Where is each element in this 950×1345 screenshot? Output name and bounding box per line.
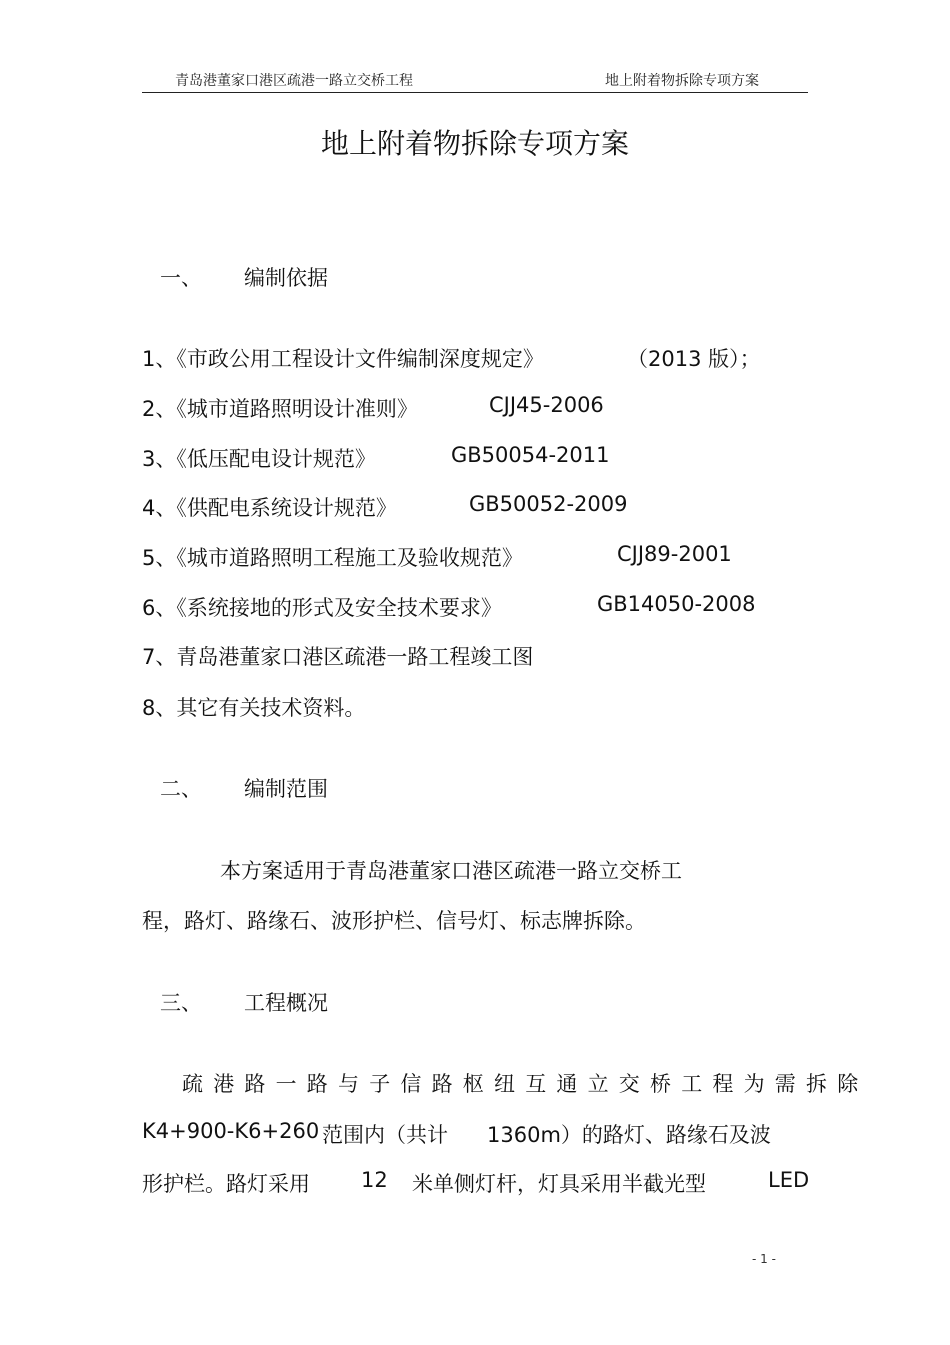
reference-code: （2013 版）； [627,347,761,371]
overview-paragraph-line-1: 疏港路一路与子信路枢纽互通立交桥工程为需拆除 [182,1072,869,1096]
reference-item: 5、《城市道路照明工程施工及验收规范》 [142,546,523,570]
overview-length-text: 1360m）的路灯、路缘石及波 [487,1123,771,1147]
reference-item: 4、《供配电系统设计规范》 [142,496,397,520]
section-heading-basis [160,262,328,292]
document-title: 地上附着物拆除专项方案 [320,127,629,160]
running-header-doc-title: 地上附着物拆除专项方案 [605,73,759,89]
reference-item: 1、《市政公用工程设计文件编制深度规定》 [142,347,544,371]
section-number: 一、 [160,266,202,290]
header-divider [142,92,808,93]
reference-item: 2、《城市道路照明设计准则》 [142,397,418,421]
section-title: 工程概况 [244,991,328,1015]
overview-range: K4+900-K6+260 [142,1119,320,1143]
scope-paragraph-line-2: 程，路灯、路缘石、波形护栏、信号灯、标志牌拆除。 [142,909,646,933]
reference-code: CJJ45-2006 [489,393,604,417]
page-number: - 1 - [752,1252,776,1266]
reference-item: 3、《低压配电设计规范》 [142,447,376,471]
reference-code: GB14050-2008 [597,592,756,616]
overview-line-3-middle: 米单侧灯杆，灯具采用半截光型 [412,1172,706,1196]
reference-item: 7、青岛港董家口港区疏港一路工程竣工图 [142,645,534,669]
overview-line-3-end: LED [768,1168,810,1192]
overview-pole-height: 12 [361,1168,388,1192]
reference-code: CJJ89-2001 [617,542,732,566]
section-number: 三、 [160,991,202,1015]
section-number: 二、 [160,777,202,801]
reference-item: 6、《系统接地的形式及安全技术要求》 [142,596,502,620]
overview-range-text: 范围内（共计 [322,1123,448,1147]
scope-paragraph-line-1: 本方案适用于青岛港董家口港区疏港一路立交桥工 [220,859,682,883]
reference-code: GB50052-2009 [469,492,628,516]
section-title: 编制范围 [244,777,328,801]
section-heading-scope [160,773,328,803]
reference-code: GB50054-2011 [451,443,610,467]
reference-item: 8、其它有关技术资料。 [142,696,366,720]
running-header-project: 青岛港董家口港区疏港一路立交桥工程 [175,73,413,89]
section-title: 编制依据 [244,266,328,290]
section-heading-overview [160,987,328,1017]
overview-line-3-start: 形护栏。路灯采用 [142,1172,310,1196]
